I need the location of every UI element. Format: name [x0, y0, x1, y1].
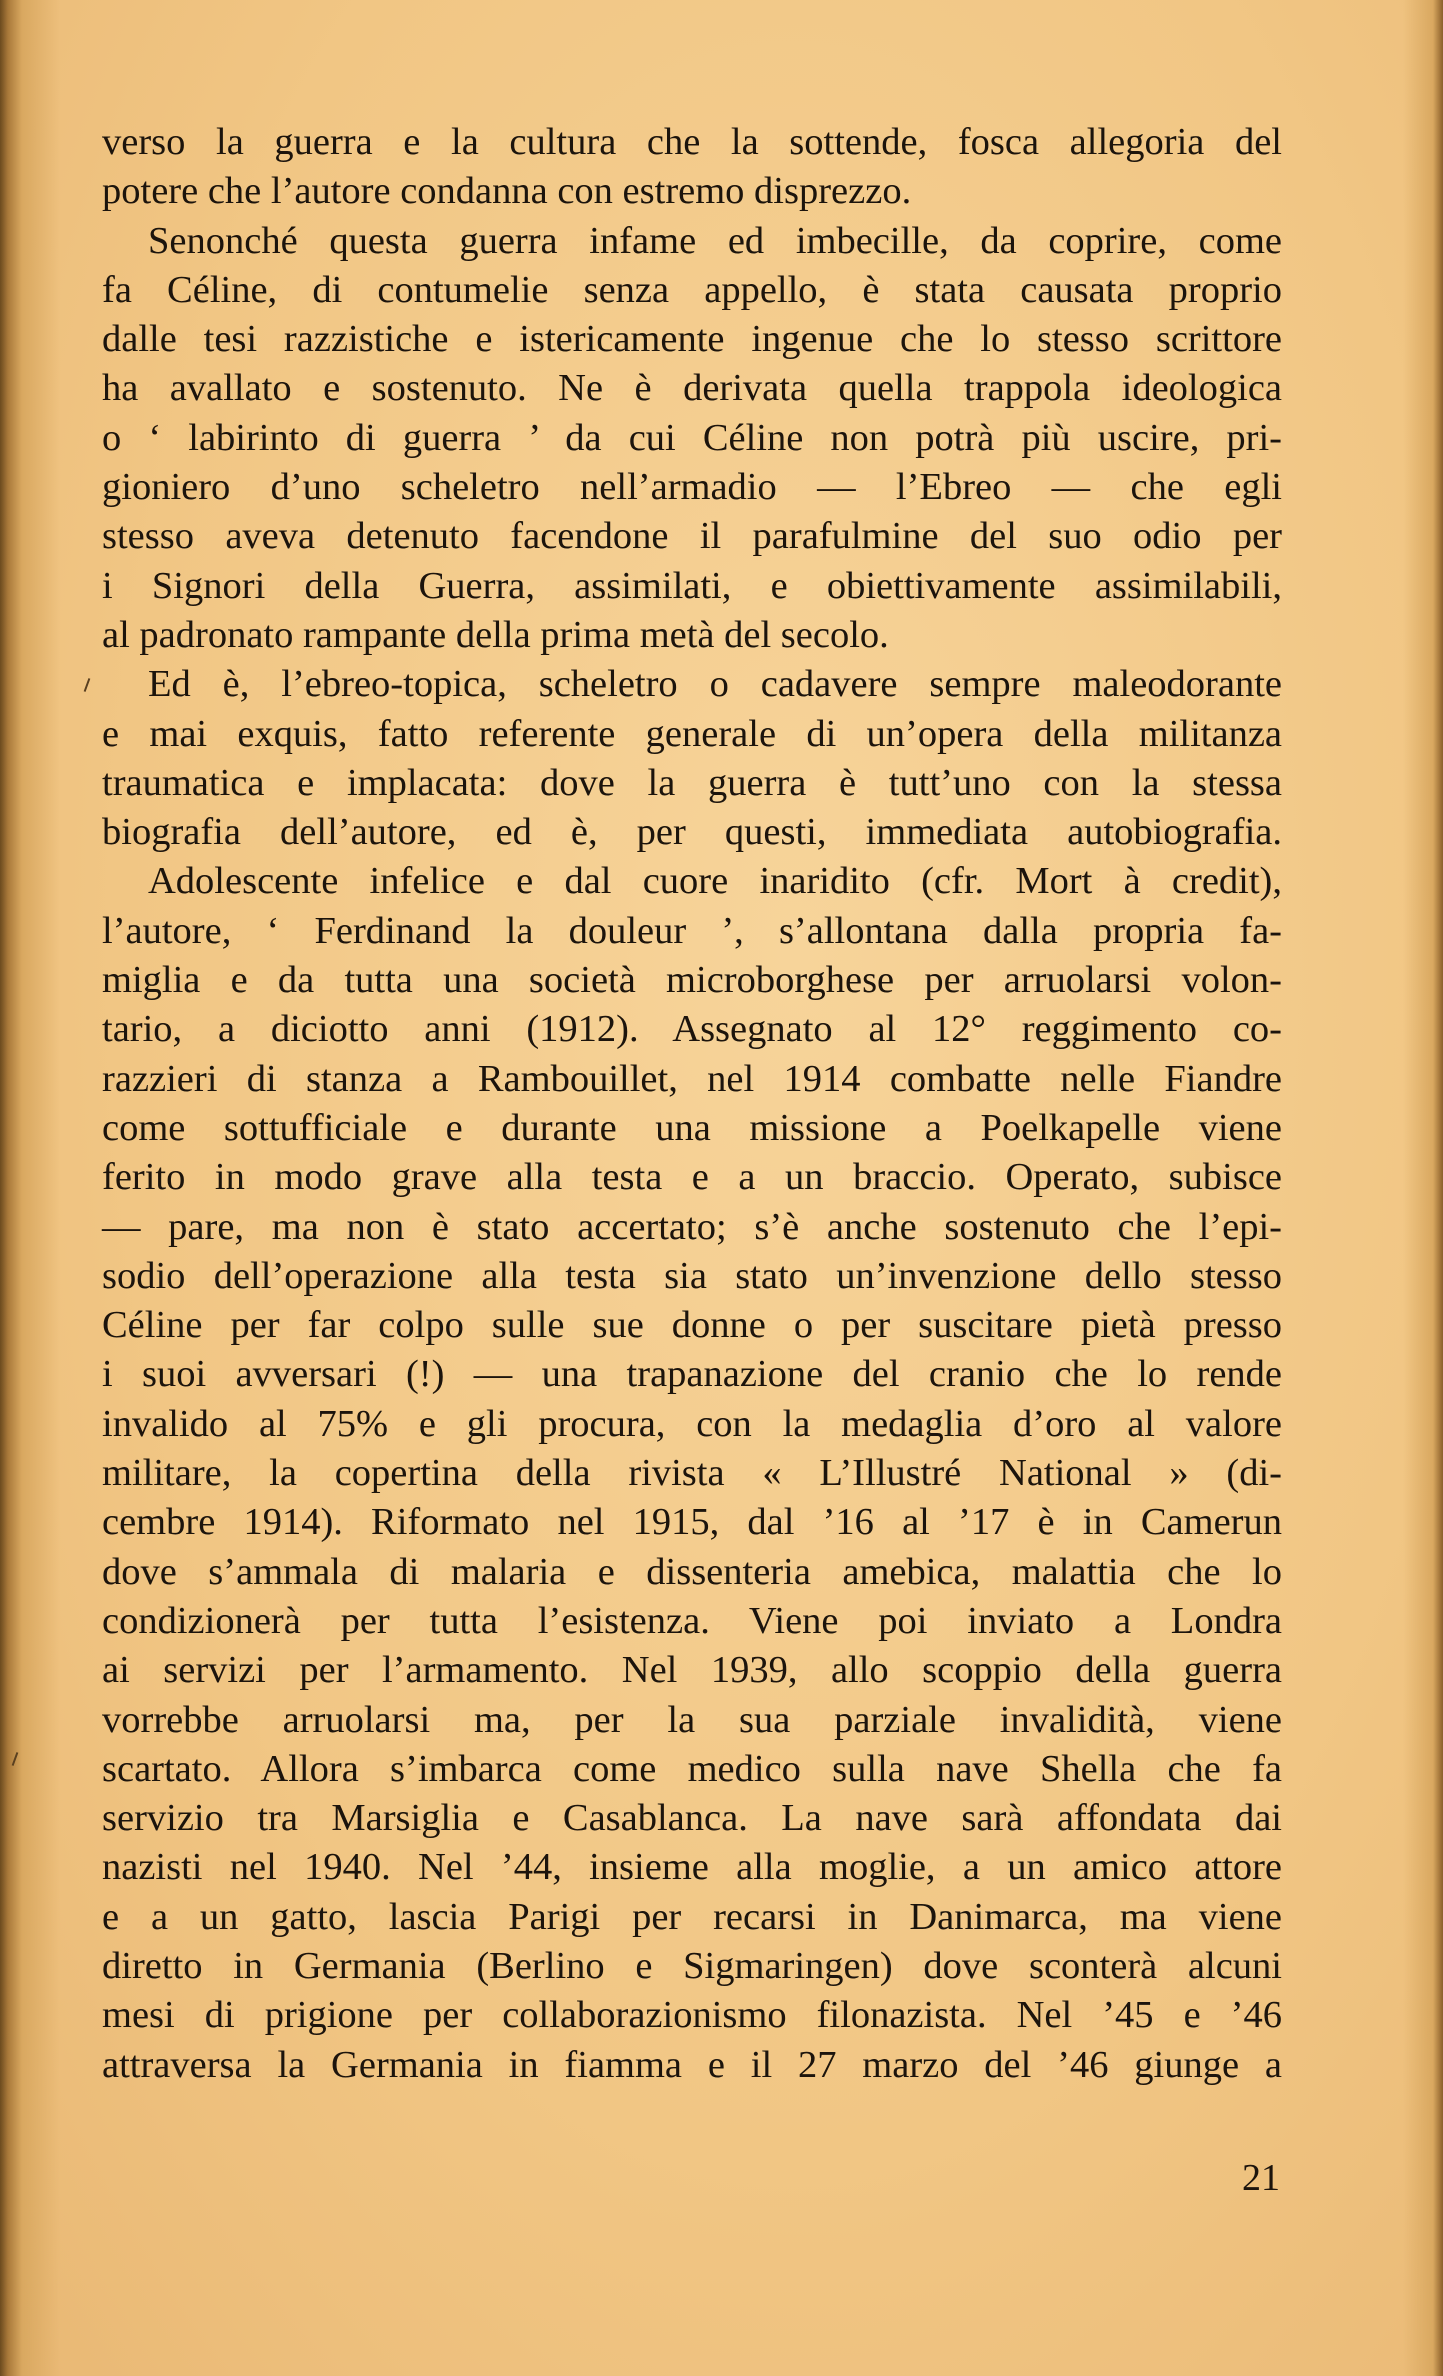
text-line: ha avallato e sostenuto. Ne è derivata quella trappola ideologica: [102, 367, 1282, 410]
text-line: sodio dell’operazione alla testa sia stato un’invenzione dello stesso: [102, 1254, 1282, 1297]
text-line: o ‘ labirinto di guerra ’ da cui Céline non potrà più uscire, pri-: [102, 416, 1282, 459]
text-line: dove s’ammala di malaria e dissenteria amebica, malattia che lo: [102, 1550, 1282, 1593]
text-line: gioniero d’uno scheletro nell’armadio — l’Ebreo — che egli: [102, 466, 1282, 509]
text-line: Céline per far colpo sulle sue donne o per suscitare pietà presso: [102, 1304, 1282, 1347]
text-line: traumatica e implacata: dove la guerra è tutt’uno con la stessa: [102, 761, 1282, 804]
text-line: — pare, ma non è stato accertato; s’è anche sostenuto che l’epi-: [102, 1205, 1282, 1248]
text-line: cembre 1914). Riformato nel 1915, dal ’16 al ’17 è in Camerun: [102, 1501, 1282, 1544]
text-line: dalle tesi razzistiche e istericamente ingenue che lo stesso scrittore: [102, 318, 1282, 361]
text-line: condizionerà per tutta l’esistenza. Viene poi inviato a Londra: [102, 1599, 1282, 1642]
text-line: Senonché questa guerra infame ed imbecille, da coprire, come: [148, 219, 1282, 262]
text-line: potere che l’autore condanna con estremo disprezzo.: [102, 170, 912, 213]
text-line: mesi di prigione per collaborazionismo filonazista. Nel ’45 e ’46: [102, 1994, 1282, 2037]
text-line: scartato. Allora s’imbarca come medico sulla nave Shella che fa: [102, 1747, 1282, 1790]
text-line: tario, a diciotto anni (1912). Assegnato al 12° reggimento co-: [102, 1008, 1282, 1051]
text-line: verso la guerra e la cultura che la sottende, fosca allegoria del: [102, 121, 1282, 163]
text-line: l’autore, ‘ Ferdinand la douleur ’, s’allontana dalla propria fa-: [102, 909, 1282, 952]
text-line: stesso aveva detenuto facendone il parafulmine del suo odio per: [102, 515, 1282, 558]
text-line: nazisti nel 1940. Nel ’44, insieme alla moglie, a un amico attore: [102, 1846, 1282, 1889]
text-line: militare, la copertina della rivista « L’Illustré National » (di-: [102, 1452, 1282, 1495]
pencil-mark: [12, 1752, 19, 1766]
text-line: razzieri di stanza a Rambouillet, nel 1914 combatte nelle Fiandre: [102, 1057, 1282, 1100]
text-line: ai servizi per l’armamento. Nel 1939, allo scoppio della guerra: [102, 1649, 1282, 1692]
text-line: attraversa la Germania in fiamma e il 27 marzo del ’46 giunge a: [102, 2043, 1282, 2086]
text-line: Ed è, l’ebreo-topica, scheletro o cadavere sempre maleodorante: [148, 663, 1282, 706]
text-line: miglia e da tutta una società microborghese per arruolarsi volon-: [102, 959, 1282, 1002]
text-line: come sottufficiale e durante una missione a Poelkapelle viene: [102, 1106, 1282, 1149]
text-line: e mai exquis, fatto referente generale di un’opera della militanza: [102, 712, 1282, 755]
text-line: ferito in modo grave alla testa e a un braccio. Operato, subisce: [102, 1156, 1282, 1199]
text-line: Adolescente infelice e dal cuore inaridito (cfr. Mort à credit),: [148, 860, 1282, 903]
text-line: biografia dell’autore, ed è, per questi, immediata autobiografia.: [102, 811, 1282, 854]
body-text: [102, 118, 1282, 2090]
text-line: servizio tra Marsiglia e Casablanca. La nave sarà affondata dai: [102, 1797, 1282, 1840]
text-line: fa Céline, di contumelie senza appello, è stata causata proprio: [102, 268, 1282, 311]
text-line: i Signori della Guerra, assimilati, e obiettivamente assimilabili,: [102, 564, 1282, 607]
text-line: diretto in Germania (Berlino e Sigmaringen) dove sconterà alcuni: [102, 1944, 1282, 1987]
text-line: al padronato rampante della prima metà del secolo.: [102, 613, 889, 656]
text-line: e a un gatto, lascia Parigi per recarsi in Danimarca, ma viene: [102, 1895, 1282, 1938]
text-line: i suoi avversari (!) — una trapanazione del cranio che lo rende: [102, 1353, 1282, 1396]
page-number: 21: [1242, 2157, 1280, 2199]
text-line: invalido al 75% e gli procura, con la medaglia d’oro al valore: [102, 1402, 1282, 1445]
text-line: vorrebbe arruolarsi ma, per la sua parziale invalidità, viene: [102, 1698, 1282, 1741]
pencil-mark: [84, 678, 91, 692]
